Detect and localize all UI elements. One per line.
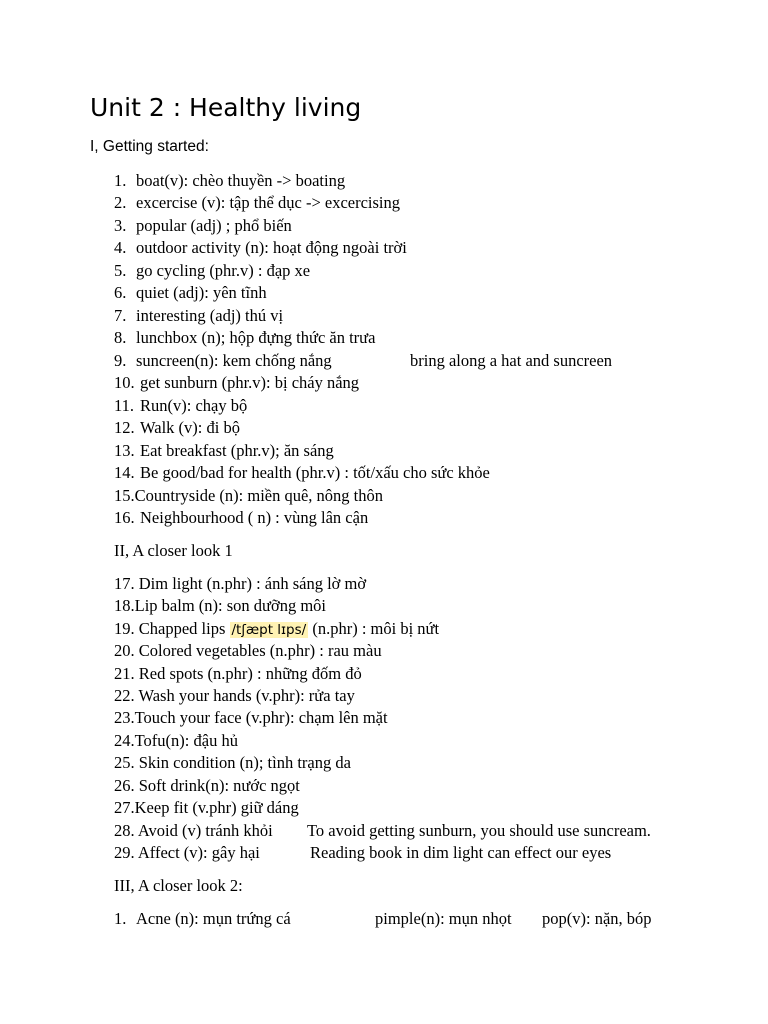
- section-heading-getting-started: I, Getting started:: [90, 138, 209, 155]
- list-number: 6.: [114, 283, 127, 302]
- list-item-text: Run(v): chạy bộ: [140, 396, 248, 415]
- list-item: [114, 508, 368, 528]
- list-number: 1.: [114, 171, 127, 190]
- list-item-text: get sunburn (phr.v): bị cháy nắng: [140, 373, 360, 392]
- list-item: [114, 619, 439, 640]
- list-number: 7.: [114, 306, 127, 325]
- list-item: [114, 171, 345, 191]
- list-item: 17. Dim light (n.phr) : ánh sáng lờ mờ: [114, 574, 367, 593]
- list-number: 16.: [114, 508, 135, 527]
- list-item: 24.Tofu(n): đậu hủ: [114, 731, 238, 750]
- example-sentence: Reading book in dim light can effect our eyes: [310, 843, 612, 862]
- list-number: 2.: [114, 193, 127, 212]
- list-item-text: Eat breakfast (phr.v); ăn sáng: [140, 441, 334, 460]
- list-item: [114, 283, 267, 303]
- list-number: 11.: [114, 396, 135, 415]
- list-number: 14.: [114, 463, 135, 482]
- list-number: 13.: [114, 441, 135, 460]
- example-sentence: To avoid getting sunburn, you should use suncream.: [307, 821, 651, 840]
- list-item-text: Walk (v): đi bộ: [140, 418, 240, 437]
- list-number: 1.: [114, 909, 127, 928]
- list-item: [114, 328, 375, 348]
- list-item: 18.Lip balm (n): son dưỡng môi: [114, 596, 326, 615]
- related-word: pimple(n): mụn nhọt: [375, 909, 512, 928]
- list-item: [114, 418, 240, 438]
- list-item: [114, 463, 490, 483]
- list-number: 9.: [114, 351, 127, 370]
- list-item: 20. Colored vegetables (n.phr) : rau màu: [114, 641, 382, 660]
- list-item: [114, 306, 283, 326]
- list-item: [114, 193, 400, 213]
- list-item-text: boat(v): chèo thuyền -> boating: [136, 171, 346, 190]
- example-sentence: bring along a hat and suncreen: [410, 351, 613, 370]
- list-item: 21. Red spots (n.phr) : những đốm đỏ: [114, 664, 362, 683]
- list-item-text: popular (adj) ; phổ biến: [136, 216, 292, 235]
- list-item: 23.Touch your face (v.phr): chạm lên mặt: [114, 708, 388, 727]
- list-item: [114, 238, 407, 258]
- list-item-text: interesting (adj) thú vị: [136, 306, 284, 325]
- list-number: 3.: [114, 216, 127, 235]
- list-item: 28. Avoid (v) tránh khỏi: [114, 821, 273, 840]
- page-title: Unit 2 : Healthy living: [90, 93, 362, 122]
- list-item: 22. Wash your hands (v.phr): rửa tay: [114, 686, 355, 705]
- list-item-text: excercise (v): tập thể dục -> excercising: [136, 193, 401, 212]
- list-item-text: outdoor activity (n): hoạt động ngoài trời: [136, 238, 407, 257]
- list-number: 12.: [114, 418, 135, 437]
- list-item: 26. Soft drink(n): nước ngọt: [114, 776, 300, 795]
- list-item: [114, 351, 332, 371]
- section-heading-closer-look-1: II, A closer look 1: [114, 541, 233, 560]
- list-item-text: Acne (n): mụn trứng cá: [136, 909, 291, 928]
- list-item-text: Countryside (n): miền quê, nông thôn: [134, 486, 384, 505]
- list-item: 29. Affect (v): gây hại: [114, 843, 260, 862]
- section-heading-closer-look-2: III, A closer look 2:: [114, 876, 243, 895]
- list-number: 4.: [114, 238, 127, 257]
- list-item-text: lunchbox (n); hộp đựng thức ăn trưa: [136, 328, 376, 347]
- list-item: [114, 441, 334, 461]
- list-item-text: 19. Chapped lips: [114, 619, 230, 638]
- related-word: pop(v): nặn, bóp: [542, 909, 652, 928]
- list-item: 27.Keep fit (v.phr) giữ dáng: [114, 798, 299, 817]
- list-item: [114, 486, 383, 506]
- list-item: [114, 909, 291, 929]
- list-number: 8.: [114, 328, 127, 347]
- list-item-text: Neighbourhood ( n) : vùng lân cận: [140, 508, 369, 527]
- list-item: [114, 373, 359, 393]
- list-item-text: suncreen(n): kem chống nắng: [136, 351, 332, 370]
- list-item: [114, 396, 247, 416]
- list-number: 5.: [114, 261, 127, 280]
- list-item: [114, 216, 292, 236]
- list-number: 10.: [114, 373, 135, 392]
- list-number: 15.: [114, 486, 135, 505]
- list-item-text: Be good/bad for health (phr.v) : tốt/xấu cho sức khỏe: [140, 463, 490, 482]
- list-item: 25. Skin condition (n); tình trạng da: [114, 753, 351, 772]
- list-item-text: quiet (adj): yên tĩnh: [136, 283, 267, 302]
- list-item: [114, 261, 310, 281]
- list-item-text: go cycling (phr.v) : đạp xe: [136, 261, 311, 280]
- ipa-highlight: /tʃæpt lɪps/: [231, 622, 307, 638]
- list-item-text: (n.phr) : môi bị nứt: [308, 619, 440, 638]
